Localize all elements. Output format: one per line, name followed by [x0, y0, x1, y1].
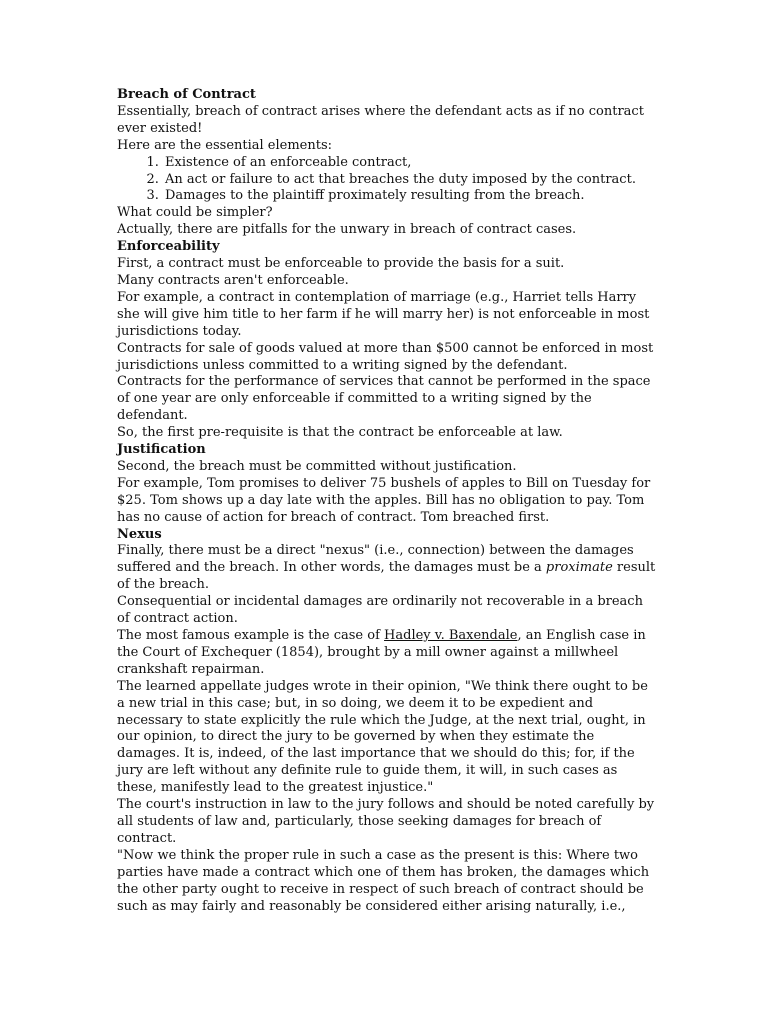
nexus-paragraph-4: The learned appellate judges wrote in their opinion, "We think there ought to be a new trial in this case; but, in so doing, we deem it to be expedient and necessary to state explicitly the rule which the Judge, at the next trial, ought, in our opinion, to direct the jury to be governed by when they estimate the damages. It is, indeed, of the last importance that we should do this; for, if the jury are left without any definite rule to guide them, it will, in such cases as these, manifestly lead to the greatest injustice."	[117, 678, 648, 796]
section-heading-enforceability: Enforceability	[117, 239, 220, 255]
section-heading-justification: Justification	[117, 442, 206, 458]
nexus-paragraph-1	[117, 543, 657, 594]
section-heading-nexus: Nexus	[117, 526, 162, 542]
list-item: 3. Damages to the plaintiff proximately resulting from the breach.	[163, 188, 657, 205]
nexus-paragraph-3	[117, 628, 657, 679]
after-list-paragraph-1: What could be simpler?	[117, 205, 273, 221]
nexus-paragraph-5: The court's instruction in law to the jury follows and should be noted carefully by all students of law and, particularly, those seeking damages for breach of contract.	[117, 797, 655, 846]
intro-paragraph-1: Essentially, breach of contract arises where the defendant acts as if no contract ever existed!	[117, 103, 644, 136]
enforceability-paragraph: Contracts for the performance of services that cannot be performed in the space of one year are only enforceable if committed to a writing signed by the defendant.	[117, 374, 651, 424]
document-page	[117, 87, 657, 915]
intro-paragraph-2: Here are the essential elements:	[117, 137, 333, 153]
nexus-p3-text-end: , an English case in the Court of Exchequer (1854), brought by a mill owner against a millwheel crankshaft repairman.	[117, 628, 646, 677]
essential-elements-list	[117, 155, 657, 206]
case-link-hadley-v-baxendale[interactable]: Hadley v. Baxendale	[384, 628, 518, 643]
nexus-paragraph-6: "Now we think the proper rule in such a case as the present is this: Where two parties have made a contract which one of them has broken, the damages which the other party ought to receive in respect of such breach of contract should be such as may fairly and reasonably be considered either arising naturally, i.e.,	[117, 847, 650, 914]
list-item: 2. An act or failure to act that breaches the duty imposed by the contract.	[163, 172, 657, 189]
nexus-paragraph-2: Consequential or incidental damages are ordinarily not recoverable in a breach of contract action.	[117, 594, 643, 627]
nexus-p1-text: Finally, there must be a direct "nexus" (i.e., connection) between the damages suffered and the breach. In other words, the damages must be a	[117, 543, 634, 576]
nexus-p3-text: The most famous example is the case of	[117, 628, 385, 643]
justification-paragraph: For example, Tom promises to deliver 75 bushels of apples to Bill on Tuesday for $25. Tom shows up a day late with the apples. Bill has no obligation to pay. Tom has no cause of action for breach of contract. Tom breached first.	[117, 475, 651, 525]
after-list-paragraph-2: Actually, there are pitfalls for the unwary in breach of contract cases.	[117, 222, 577, 238]
enforceability-paragraph: Many contracts aren't enforceable.	[117, 272, 349, 288]
list-item: 1. Existence of an enforceable contract,	[163, 155, 657, 172]
document-title: Breach of Contract	[117, 87, 256, 102]
enforceability-paragraph: Contracts for sale of goods valued at more than $500 cannot be enforced in most jurisdictions unless committed to a writing signed by the defendant.	[117, 340, 654, 373]
enforceability-paragraph: For example, a contract in contemplation of marriage (e.g., Harriet tells Harry she will give him title to her farm if he will marry her) is not enforceable in most jurisdictions today.	[117, 289, 650, 339]
nexus-p1-text-end: result of the breach.	[117, 560, 656, 593]
enforceability-paragraph: First, a contract must be enforceable to provide the basis for a suit.	[117, 256, 565, 272]
enforceability-paragraph: So, the first pre-requisite is that the contract be enforceable at law.	[117, 425, 563, 441]
proximate-emphasis: proximate	[545, 560, 613, 576]
justification-paragraph: Second, the breach must be committed without justification.	[117, 458, 517, 474]
